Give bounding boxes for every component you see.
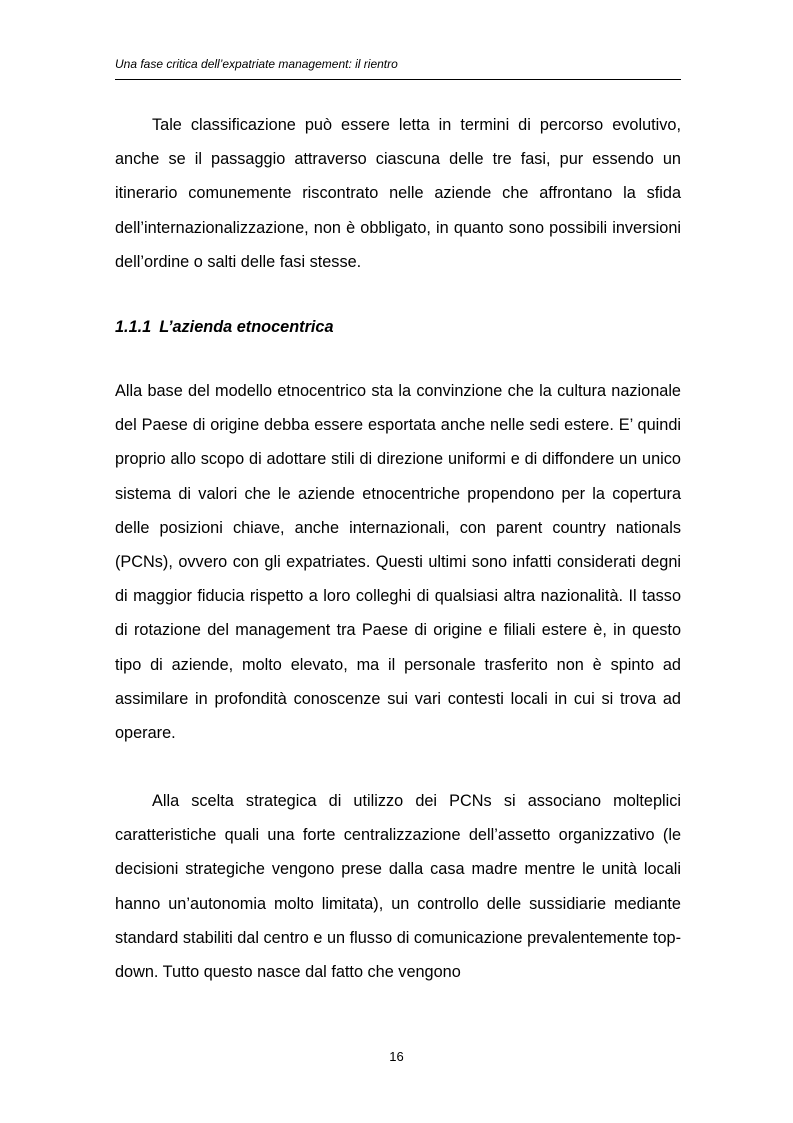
paragraph-ethnocentric-model: Alla base del modello etnocentrico sta la convinzione che la cultura nazionale del Paese di origine debba essere esportata anche nelle sedi estere. E’ quindi proprio allo scopo di adottare stili di direzione uniformi e di diffondere un unico sistema di valori che le aziende etnocentriche propendono per la copertura delle posizioni chiave, anche internazionali, con parent country nationals (PCNs), ovvero con gli expatriates. Questi ultimi sono infatti considerati degni di maggior fiducia rispetto a loro colleghi di qualsiasi altra nazionalità. Il tasso di rotazione del management tra Paese di origine e filiali estere è, in questo tipo di aziende, molto elevato, ma il personale trasferito non è spinto ad assimilare in profondità conoscenze sui vari contesti locali in cui si trova ad operare.: [115, 382, 681, 743]
paragraph-classification: Tale classificazione può essere letta in termini di percorso evolutivo, anche se il passaggio attraverso ciascuna delle tre fasi, pur essendo un itinerario comunemente riscontrato nelle aziende che affrontano la sfida dell’internazionalizzazione, non è obbligato, in quanto sono possibili inversioni dell’ordine o salti delle fasi stesse.: [115, 116, 681, 271]
section-title: L’azienda etnocentrica: [159, 318, 334, 336]
section-heading: [115, 316, 334, 338]
header-rule: [115, 79, 681, 80]
paragraph-pcn-strategy: Alla scelta strategica di utilizzo dei PCNs si associano molteplici caratteristiche quali una forte centralizzazione dell’assetto organizzativo (le decisioni strategiche vengono prese dalla casa madre mentre le unità locali hanno un’autonomia molto limitata), un controllo delle sussidiarie mediante standard stabiliti dal centro e un flusso di comunicazione prevalentemente top-down. Tutto questo nasce dal fatto che vengono: [115, 792, 681, 982]
running-header: Una fase critica dell’expatriate management: il rientro: [115, 57, 398, 71]
page-number: 16: [389, 1049, 404, 1064]
section-number: 1.1.1: [115, 318, 152, 336]
